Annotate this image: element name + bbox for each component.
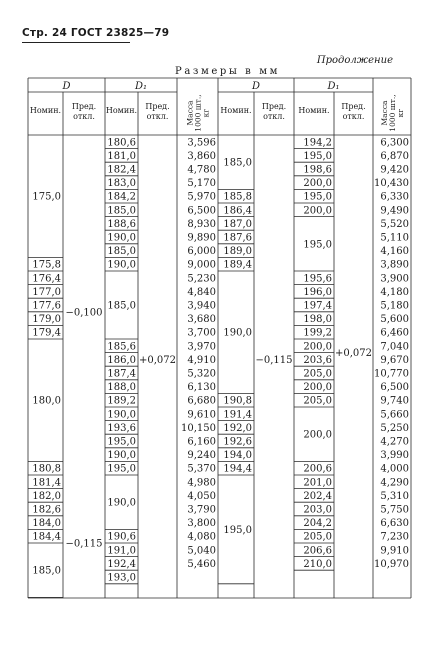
mass-value: 6,130 (187, 382, 216, 394)
d-nominal-value: 195,0 (223, 524, 252, 536)
mass-value: 5,970 (187, 191, 216, 203)
mass-value: 4,270 (380, 436, 409, 448)
d-nominal-value: 179,0 (32, 314, 61, 326)
col-header-mass: кг (201, 108, 211, 118)
d1-nominal-value: 200,6 (303, 463, 332, 475)
d1-nominal-value: 195,0 (107, 436, 136, 448)
d1-nominal-value: 203,0 (303, 504, 332, 516)
d-nominal-value: 187,6 (223, 232, 252, 244)
d1-nominal-value: 205,0 (303, 531, 332, 543)
d1-nominal-value: 198,0 (303, 314, 332, 326)
d-nominal-value: 182,6 (32, 504, 61, 516)
d1-nominal-value: 195,0 (107, 463, 136, 475)
col-header-pred: откл. (342, 112, 365, 121)
mass-value: 6,460 (380, 327, 409, 339)
d-nominal-value: 191,4 (223, 409, 252, 421)
d1-nominal-value: 205,0 (303, 395, 332, 407)
d1-nominal-value: 196,0 (303, 286, 332, 298)
d1-nominal-value: 193,0 (107, 572, 136, 584)
mass-value: 3,940 (187, 300, 216, 312)
d1-nominal-value: 190,0 (107, 232, 136, 244)
d-nominal-value: 189,4 (223, 259, 252, 271)
col-header-pred: Пред. (145, 102, 170, 111)
d1-nominal-value: 201,0 (303, 477, 332, 489)
mass-value: 5,460 (187, 558, 216, 570)
mass-value: 5,600 (380, 314, 409, 326)
d1-nominal-value: 190,0 (107, 409, 136, 421)
d1-nominal-value: 195,0 (303, 191, 332, 203)
d-nominal-value: 184,4 (32, 531, 61, 543)
d-nominal-value: 190,8 (223, 395, 252, 407)
mass-value: 4,080 (187, 531, 216, 543)
mass-value: 4,780 (187, 164, 216, 176)
d1-nominal-value: 202,4 (303, 490, 332, 502)
continuation-label: Продолжение (316, 55, 393, 66)
mass-value: 6,680 (187, 395, 216, 407)
mass-value: 4,050 (187, 490, 216, 502)
mass-value: 3,790 (187, 504, 216, 516)
d1-nominal-value: 200,0 (303, 178, 332, 190)
mass-value: 4,980 (187, 477, 216, 489)
d-nominal-value: 185,0 (223, 157, 252, 169)
mass-value: 5,660 (380, 409, 409, 421)
d1-nominal-value: 185,0 (107, 205, 136, 217)
col-header-nomin: Номин. (105, 106, 138, 115)
d1-nominal-value: 183,0 (107, 178, 136, 190)
d-nominal-value: 175,8 (32, 259, 61, 271)
col-header-pred: Пред. (261, 102, 287, 111)
mass-value: 5,040 (187, 545, 216, 557)
d1-nominal-value: 206,6 (303, 545, 332, 557)
d-nominal-value: 177,6 (32, 300, 61, 312)
d-nominal-value: 175,0 (32, 191, 61, 203)
d-nominal-value: 177,0 (32, 286, 61, 298)
d1-nominal-value: 190,6 (107, 531, 136, 543)
col-header-mass: Масса (185, 100, 195, 126)
mass-value: 3,860 (187, 150, 216, 162)
col-header-pred: откл. (263, 112, 285, 121)
mass-value: 3,970 (187, 341, 216, 353)
d1-nominal-value: 200,0 (303, 341, 332, 353)
d-nominal-value: 182,0 (32, 490, 61, 502)
mass-value: 4,290 (380, 477, 409, 489)
d-nominal-value: 181,4 (32, 477, 61, 489)
mass-value: 3,890 (380, 259, 409, 271)
d-nominal-value: 180,8 (32, 463, 61, 475)
mass-value: 4,180 (380, 286, 409, 298)
mass-value: 8,930 (187, 218, 216, 230)
mass-value: 5,250 (380, 422, 409, 434)
d1-nominal-value: 188,0 (107, 382, 136, 394)
mass-value: 6,300 (380, 137, 409, 149)
mass-value: 10,430 (374, 178, 409, 190)
d-nominal-value: 186,4 (223, 205, 252, 217)
d1-nominal-value: 189,2 (107, 395, 136, 407)
d1-nominal-value: 190,0 (107, 450, 136, 462)
d1-nominal-value: 205,0 (303, 368, 332, 380)
d-nominal-value: 187,0 (223, 218, 252, 230)
col-header-mass: кг (396, 108, 405, 118)
d1-nominal-value: 185,0 (107, 246, 136, 258)
col-header-pred: Пред. (71, 102, 97, 111)
d1-nominal-value: 204,2 (303, 518, 332, 530)
d1-nominal-value: 185,6 (107, 341, 136, 353)
mass-value: 5,370 (187, 463, 216, 475)
d1-nominal-value: 192,4 (107, 558, 136, 570)
mass-value: 4,840 (187, 286, 216, 298)
d-nominal-value: 179,4 (32, 327, 61, 339)
d1-nominal-value: 194,2 (303, 137, 332, 149)
d-nominal-value: 190,0 (223, 327, 252, 339)
d1-nominal-value: 184,2 (107, 191, 136, 203)
d1-nominal-value: 193,6 (107, 422, 136, 434)
mass-value: 6,330 (380, 191, 409, 203)
d-nominal-value: 176,4 (32, 273, 61, 285)
mass-value: 5,170 (187, 178, 216, 190)
d1-nominal-value: 180,6 (107, 137, 136, 149)
mass-value: 9,610 (187, 409, 216, 421)
mass-value: 10,970 (374, 558, 409, 570)
d-nominal-value: 184,0 (32, 518, 61, 530)
d1-nominal-value: 197,4 (303, 300, 332, 312)
mass-value: 9,000 (187, 259, 216, 271)
col-header-pred: откл. (146, 112, 169, 121)
units-title: Размеры в мм (175, 66, 280, 77)
mass-value: 6,870 (380, 150, 409, 162)
d-tolerance-value: −0,100 (65, 307, 103, 319)
mass-value: 6,500 (380, 382, 409, 394)
col-header-nomin: Номин. (220, 106, 252, 115)
d1-nominal-value: 190,0 (107, 497, 136, 509)
d1-nominal-value: 199,2 (303, 327, 332, 339)
d-nominal-value: 192,0 (223, 422, 252, 434)
d1-nominal-value: 181,0 (107, 150, 136, 162)
d1-nominal-value: 195,0 (303, 150, 332, 162)
d-nominal-value: 185,0 (32, 565, 61, 577)
mass-value: 7,230 (380, 531, 409, 543)
mass-value: 9,910 (380, 545, 409, 557)
mass-value: 5,310 (380, 490, 409, 502)
col-header-nomin: Номин. (298, 106, 330, 115)
mass-value: 6,630 (380, 518, 409, 530)
group-header-d1: D₁ (327, 81, 340, 92)
d1-nominal-value: 198,6 (303, 164, 332, 176)
col-header-nomin: Номин. (29, 106, 62, 115)
d1-nominal-value: 191,0 (107, 545, 136, 557)
mass-value: 3,700 (187, 327, 216, 339)
d-nominal-value: 194,0 (223, 450, 252, 462)
mass-value: 9,890 (187, 232, 216, 244)
mass-value: 6,500 (187, 205, 216, 217)
mass-value: 5,320 (187, 368, 216, 380)
mass-value: 9,420 (380, 164, 409, 176)
d-nominal-value: 192,6 (223, 436, 252, 448)
mass-value: 3,990 (380, 450, 409, 462)
d-nominal-value: 185,8 (223, 191, 252, 203)
d1-tolerance-value: +0,072 (138, 354, 177, 366)
mass-value: 9,670 (380, 354, 409, 366)
group-header-d1: D₁ (134, 81, 148, 92)
d1-tolerance-value: +0,072 (334, 348, 373, 360)
mass-value: 7,040 (380, 341, 409, 353)
d1-nominal-value: 188,6 (107, 218, 136, 230)
mass-value: 4,910 (187, 354, 216, 366)
mass-value: 3,900 (380, 273, 409, 285)
d-nominal-value: 189,0 (223, 246, 252, 258)
mass-value: 6,160 (187, 436, 216, 448)
mass-value: 10,770 (374, 368, 409, 380)
col-header-mass: Масса (380, 100, 389, 126)
group-header-d: D (62, 81, 71, 92)
mass-value: 3,800 (187, 518, 216, 530)
mass-value: 9,240 (187, 450, 216, 462)
mass-value: 4,000 (380, 463, 409, 475)
d1-nominal-value: 200,0 (303, 429, 332, 441)
d1-nominal-value: 210,0 (303, 558, 332, 570)
d1-nominal-value: 195,6 (303, 273, 332, 285)
mass-value: 3,596 (187, 137, 216, 149)
mass-value: 10,150 (181, 422, 216, 434)
mass-value: 3,680 (187, 314, 216, 326)
mass-value: 9,740 (380, 395, 409, 407)
col-header-mass: 1000 шт., (193, 94, 203, 132)
mass-value: 4,160 (380, 246, 409, 258)
d1-nominal-value: 182,4 (107, 164, 136, 176)
col-header-pred: откл. (73, 112, 95, 121)
mass-value: 5,750 (380, 504, 409, 516)
mass-value: 5,180 (380, 300, 409, 312)
d1-nominal-value: 186,0 (107, 354, 136, 366)
d1-nominal-value: 200,0 (303, 382, 332, 394)
d1-nominal-value: 187,4 (107, 368, 136, 380)
d-nominal-value: 180,0 (32, 395, 61, 407)
mass-value: 6,000 (187, 246, 216, 258)
mass-value: 9,490 (380, 205, 409, 217)
mass-value: 5,110 (380, 232, 409, 244)
d-tolerance-value: −0,115 (255, 354, 293, 366)
col-header-mass: 1000 шт., (388, 94, 397, 132)
d1-nominal-value: 190,0 (107, 259, 136, 271)
d1-nominal-value: 185,0 (107, 300, 136, 312)
d1-nominal-value: 200,0 (303, 205, 332, 217)
page-header: Стр. 24 ГОСТ 23825—79 (22, 27, 170, 39)
mass-value: 5,230 (187, 273, 216, 285)
col-header-pred: Пред. (341, 102, 366, 111)
d1-nominal-value: 203,6 (303, 354, 332, 366)
d1-nominal-value: 195,0 (303, 239, 332, 251)
group-header-d: D (251, 81, 261, 92)
d-tolerance-value: −0,115 (65, 538, 103, 550)
mass-value: 5,520 (380, 218, 409, 230)
d-nominal-value: 194,4 (223, 463, 252, 475)
